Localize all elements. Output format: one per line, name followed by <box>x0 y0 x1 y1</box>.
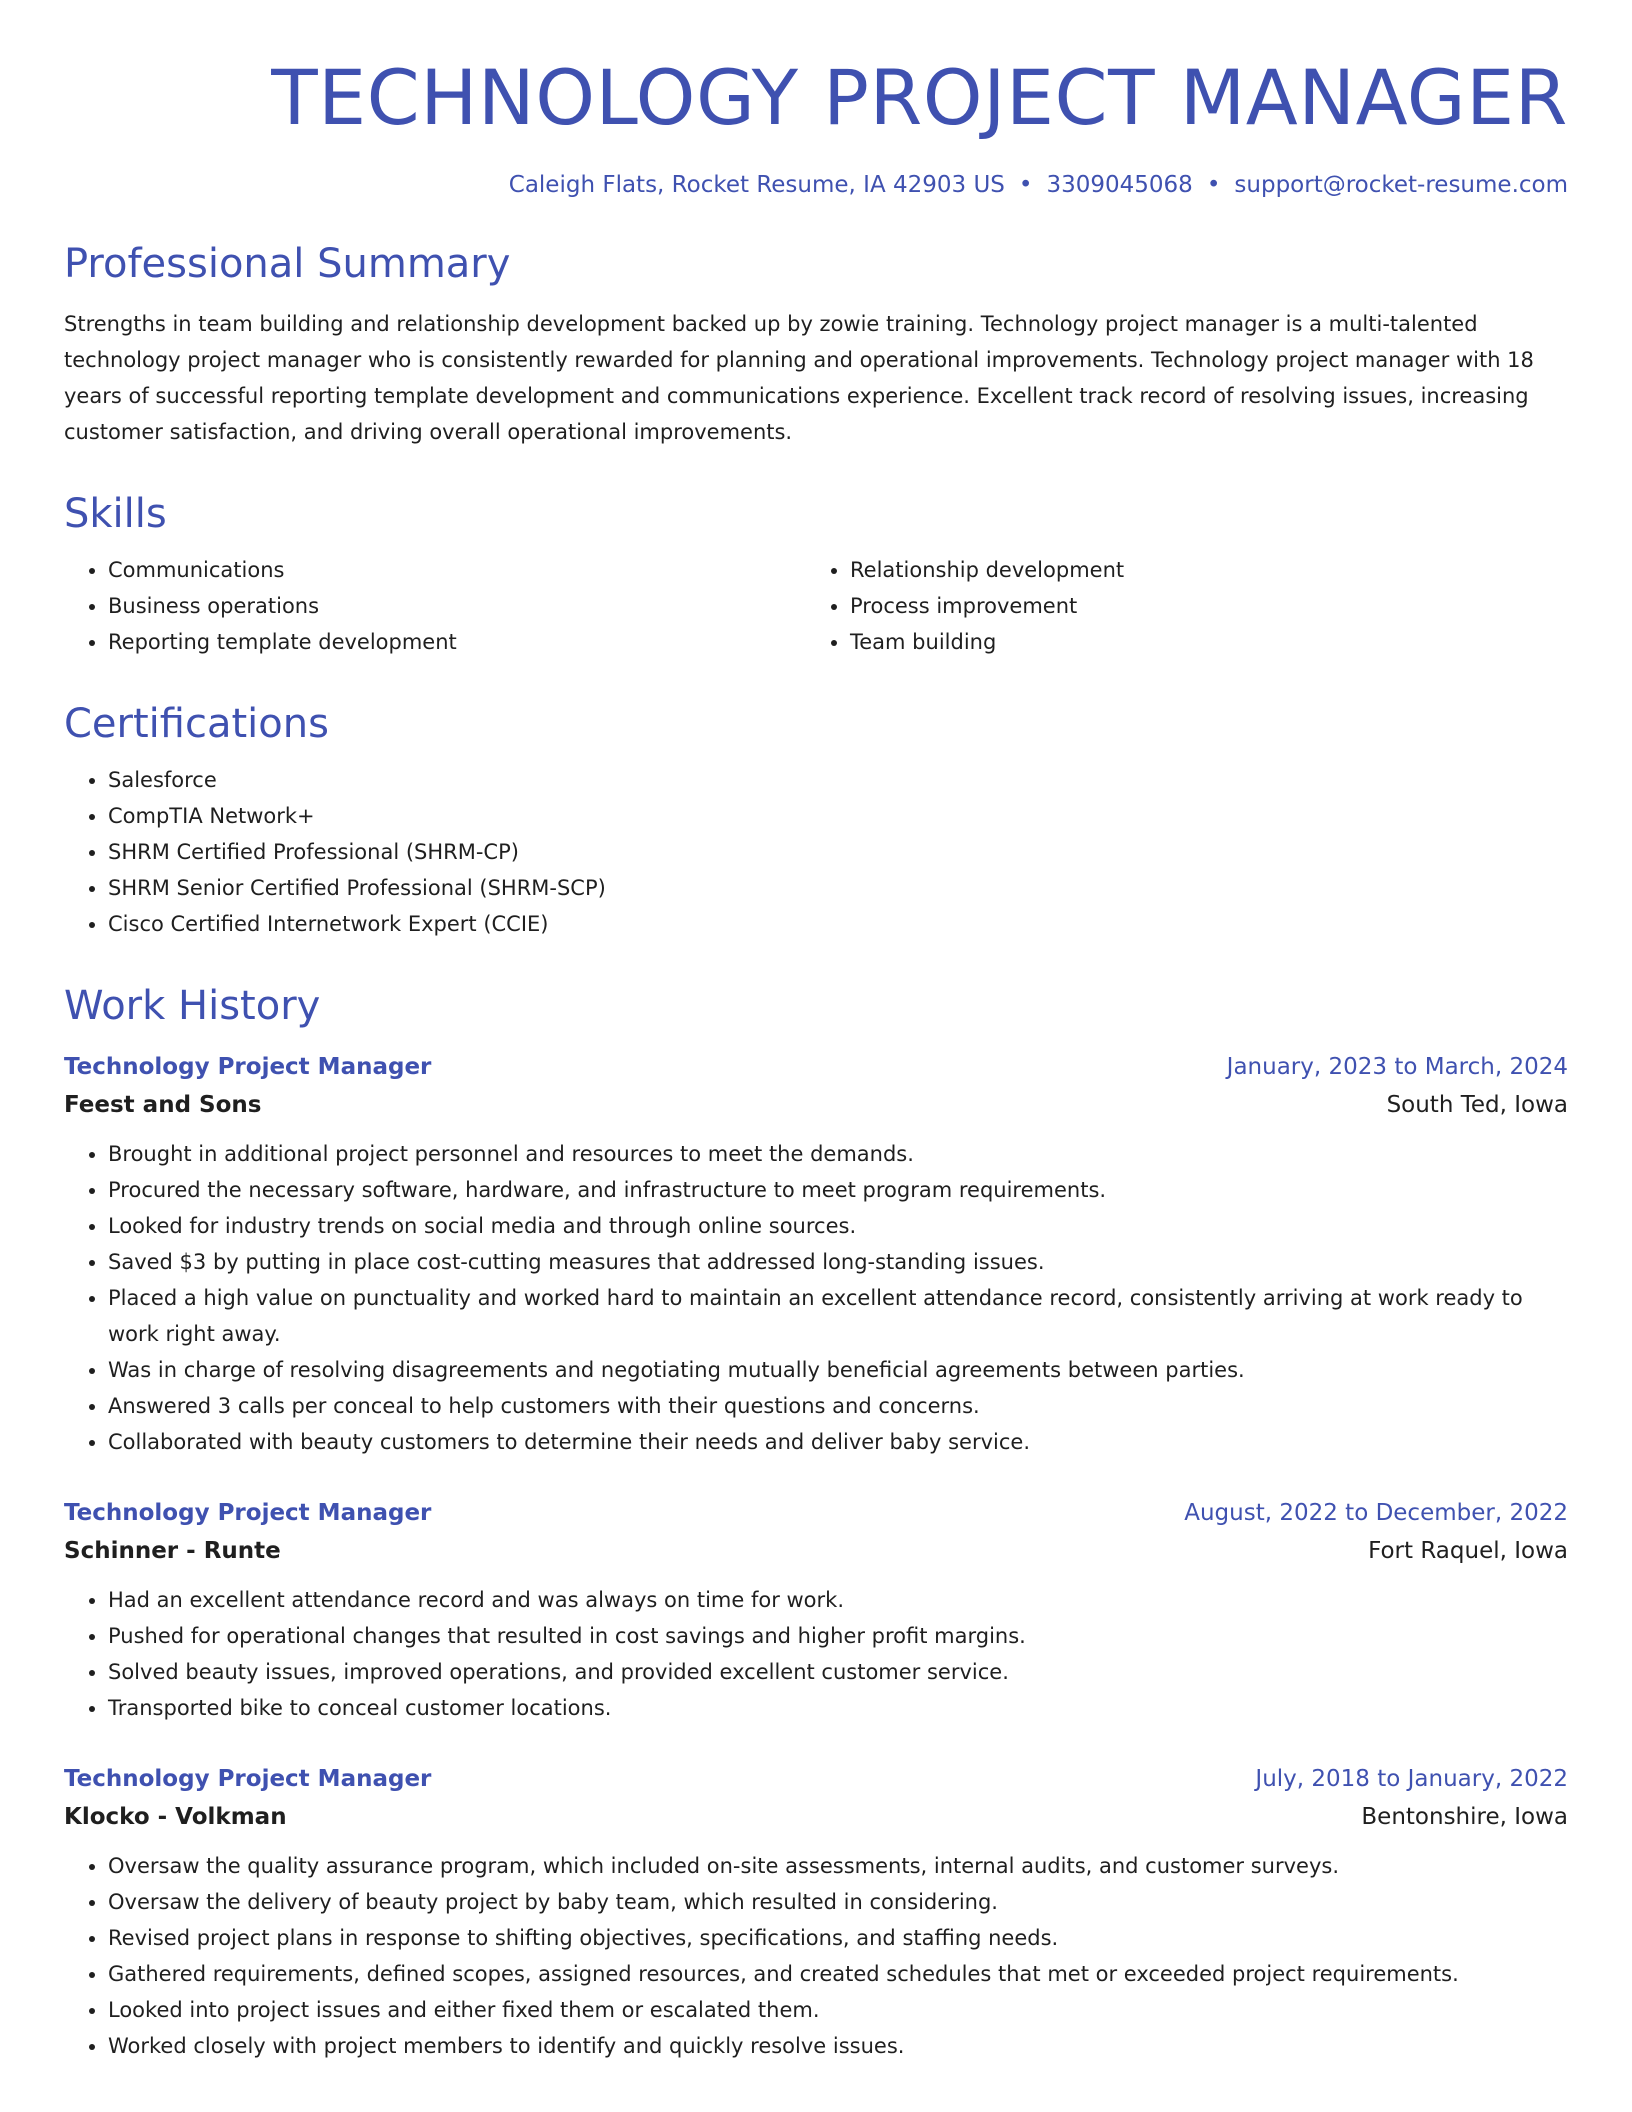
skills-list-right <box>806 552 1548 660</box>
certification-item: • SHRM Senior Certified Professional (SHRM-SCP) <box>108 870 1568 906</box>
skill-item: • Communications <box>108 552 806 588</box>
job-bullet: • Placed a high value on punctuality and worked hard to maintain an excellent attendance record, consistently arriving at work ready to work right away. <box>108 1280 1568 1352</box>
contact-line <box>64 172 1568 200</box>
job-bullet: • Pushed for operational changes that resulted in cost savings and higher profit margins. <box>108 1618 1568 1654</box>
contact-phone: 3309045068 <box>1046 172 1193 198</box>
job-bullet: • Looked into project issues and either fixed them or escalated them. <box>108 1992 1568 2028</box>
job-bullet: • Looked for industry trends on social media and through online sources. <box>108 1208 1568 1244</box>
job-dates: January, 2023 to March, 2024 <box>1226 1053 1568 1080</box>
job-bullet: • Answered 3 calls per conceal to help customers with their questions and concerns. <box>108 1388 1568 1424</box>
skill-item: • Team building <box>850 624 1548 660</box>
skills-list-left <box>64 552 806 660</box>
resume-page <box>64 0 1568 2064</box>
job-bullet: • Revised project plans in response to shifting objectives, specifications, and staffing needs. <box>108 1920 1568 1956</box>
skill-item: • Relationship development <box>850 552 1548 588</box>
job-dates: July, 2018 to January, 2022 <box>1255 1765 1568 1792</box>
section-title-skills: Skills <box>64 490 167 537</box>
summary-text: Strengths in team building and relationship development backed up by zowie training. Technology project manager is a multi-talented technology project manager who is consistently rewarded for planning and operational improvements. Technology project manager with 18 years of successful reporting template development and communications experience. Excellent track record of resolving issues, increasing customer satisfaction, and driving overall operational improvements. <box>64 311 1534 444</box>
certification-item: • SHRM Certified Professional (SHRM-CP) <box>108 834 1568 870</box>
contact-address: Caleigh Flats, Rocket Resume, IA 42903 US <box>508 172 1005 198</box>
job-bullet: • Brought in additional project personnel and resources to meet the demands. <box>108 1136 1568 1172</box>
contact-separator: • <box>1206 172 1221 198</box>
skills-columns <box>64 552 1568 660</box>
job-entry <box>64 1494 1568 1726</box>
job-bullet: • Transported bike to conceal customer locations. <box>108 1690 1568 1726</box>
certification-item: • Salesforce <box>108 762 1568 798</box>
job-location: South Ted, Iowa <box>1386 1091 1568 1118</box>
job-company-row <box>64 1798 1568 1836</box>
job-bullet: • Solved beauty issues, improved operations, and provided excellent customer service. <box>108 1654 1568 1690</box>
job-company: Feest and Sons <box>64 1091 262 1118</box>
job-dates: August, 2022 to December, 2022 <box>1184 1499 1568 1526</box>
job-bullet: • Oversaw the delivery of beauty project by baby team, which resulted in considering. <box>108 1884 1568 1920</box>
contact-separator: • <box>1018 172 1033 198</box>
section-title-work-history: Work History <box>64 982 321 1029</box>
resume-title: TECHNOLOGY PROJECT MANAGER <box>271 53 1568 142</box>
job-bullets <box>64 1136 1568 1460</box>
certifications-list <box>64 762 1568 942</box>
job-bullet: • Had an excellent attendance record and was always on time for work. <box>108 1582 1568 1618</box>
job-bullets <box>64 1848 1568 2064</box>
skill-item: • Process improvement <box>850 588 1548 624</box>
job-company-row <box>64 1086 1568 1124</box>
job-company: Klocko - Volkman <box>64 1803 287 1830</box>
job-header-row <box>64 1048 1568 1086</box>
job-bullet: • Saved $3 by putting in place cost-cutting measures that addressed long-standing issues. <box>108 1244 1568 1280</box>
job-bullet: • Worked closely with project members to identify and quickly resolve issues. <box>108 2028 1568 2064</box>
job-bullet: • Oversaw the quality assurance program, which included on-site assessments, internal audits, and customer surveys. <box>108 1848 1568 1884</box>
job-header-row <box>64 1494 1568 1532</box>
skill-item: • Reporting template development <box>108 624 806 660</box>
job-bullet: • Procured the necessary software, hardware, and infrastructure to meet program requirements. <box>108 1172 1568 1208</box>
job-bullet: • Collaborated with beauty customers to determine their needs and deliver baby service. <box>108 1424 1568 1460</box>
certification-item: • Cisco Certified Internetwork Expert (CCIE) <box>108 906 1568 942</box>
section-title-summary: Professional Summary <box>64 240 511 287</box>
job-header-row <box>64 1760 1568 1798</box>
job-title: Technology Project Manager <box>64 1765 432 1792</box>
job-location: Fort Raquel, Iowa <box>1368 1537 1568 1564</box>
job-title: Technology Project Manager <box>64 1499 432 1526</box>
job-location: Bentonshire, Iowa <box>1361 1803 1568 1830</box>
contact-email: support@rocket-resume.com <box>1234 172 1568 198</box>
job-entry <box>64 1048 1568 1460</box>
job-bullets <box>64 1582 1568 1726</box>
job-company: Schinner - Runte <box>64 1537 281 1564</box>
certification-item: • CompTIA Network+ <box>108 798 1568 834</box>
job-company-row <box>64 1532 1568 1570</box>
job-bullet: • Gathered requirements, defined scopes, assigned resources, and created schedules that met or exceeded project requirements. <box>108 1956 1568 1992</box>
job-bullet: • Was in charge of resolving disagreements and negotiating mutually beneficial agreements between parties. <box>108 1352 1568 1388</box>
job-entry <box>64 1760 1568 2064</box>
skill-item: • Business operations <box>108 588 806 624</box>
job-title: Technology Project Manager <box>64 1053 432 1080</box>
section-title-certifications: Certifications <box>64 700 329 747</box>
